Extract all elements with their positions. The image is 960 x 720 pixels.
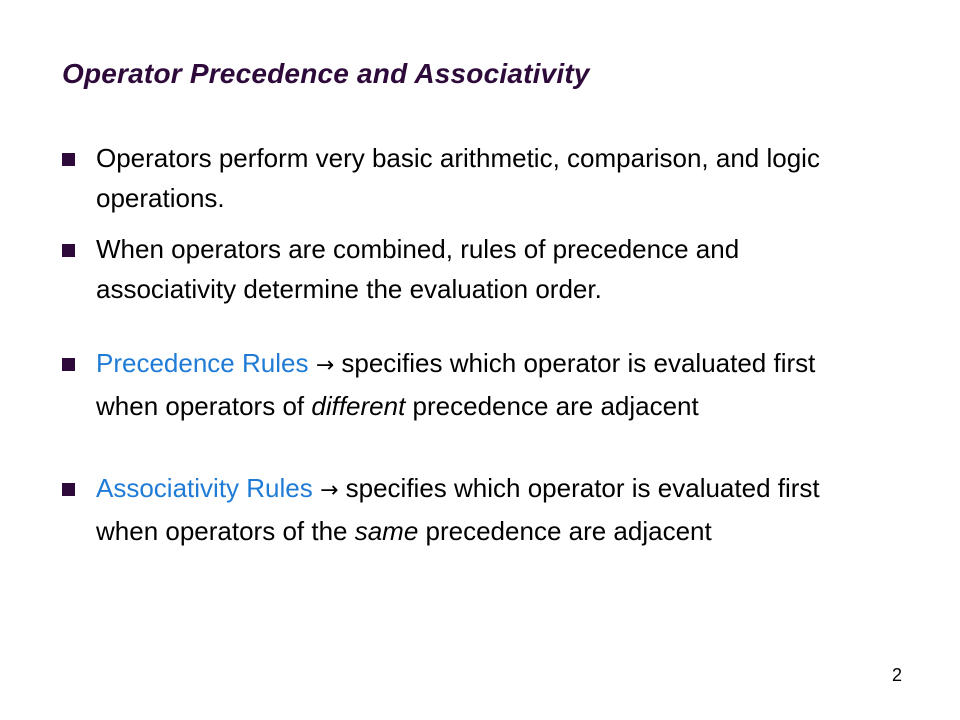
bullet-operators-basic: [62, 138, 882, 218]
bullet-text: Operators perform very basic arithmetic, comparison, and logic operations.: [96, 143, 820, 213]
right-arrow-icon: →: [319, 478, 339, 503]
square-bullet-icon: [62, 244, 75, 257]
right-arrow-icon: →: [315, 353, 335, 378]
emphasis-same: same: [354, 516, 419, 546]
bullet-associativity-rules: [62, 468, 882, 551]
bullet-text-after-emphasis: precedence are adjacent: [405, 391, 699, 421]
bullet-text-after-emphasis: precedence are adjacent: [418, 516, 712, 546]
bullet-text-before-emphasis: specifies which operator is evaluated first when operators of the: [96, 473, 820, 546]
bullet-list: [62, 138, 882, 551]
square-bullet-icon: [62, 358, 75, 371]
bullet-precedence-rules: [62, 343, 882, 426]
precedence-rules-term: Precedence Rules: [96, 348, 309, 378]
slide-title: Operator Precedence and Associativity: [62, 58, 590, 89]
bullet-text: When operators are combined, rules of precedence and associativity determine the evaluation order.: [96, 234, 740, 304]
page-number: 2: [891, 665, 902, 685]
bullet-text-before-emphasis: specifies which operator is evaluated first when operators of: [96, 348, 816, 421]
square-bullet-icon: [62, 483, 75, 496]
associativity-rules-term: Associativity Rules: [96, 473, 313, 503]
bullet-operators-combined: [62, 229, 882, 309]
emphasis-different: different: [311, 391, 406, 421]
square-bullet-icon: [62, 153, 75, 166]
